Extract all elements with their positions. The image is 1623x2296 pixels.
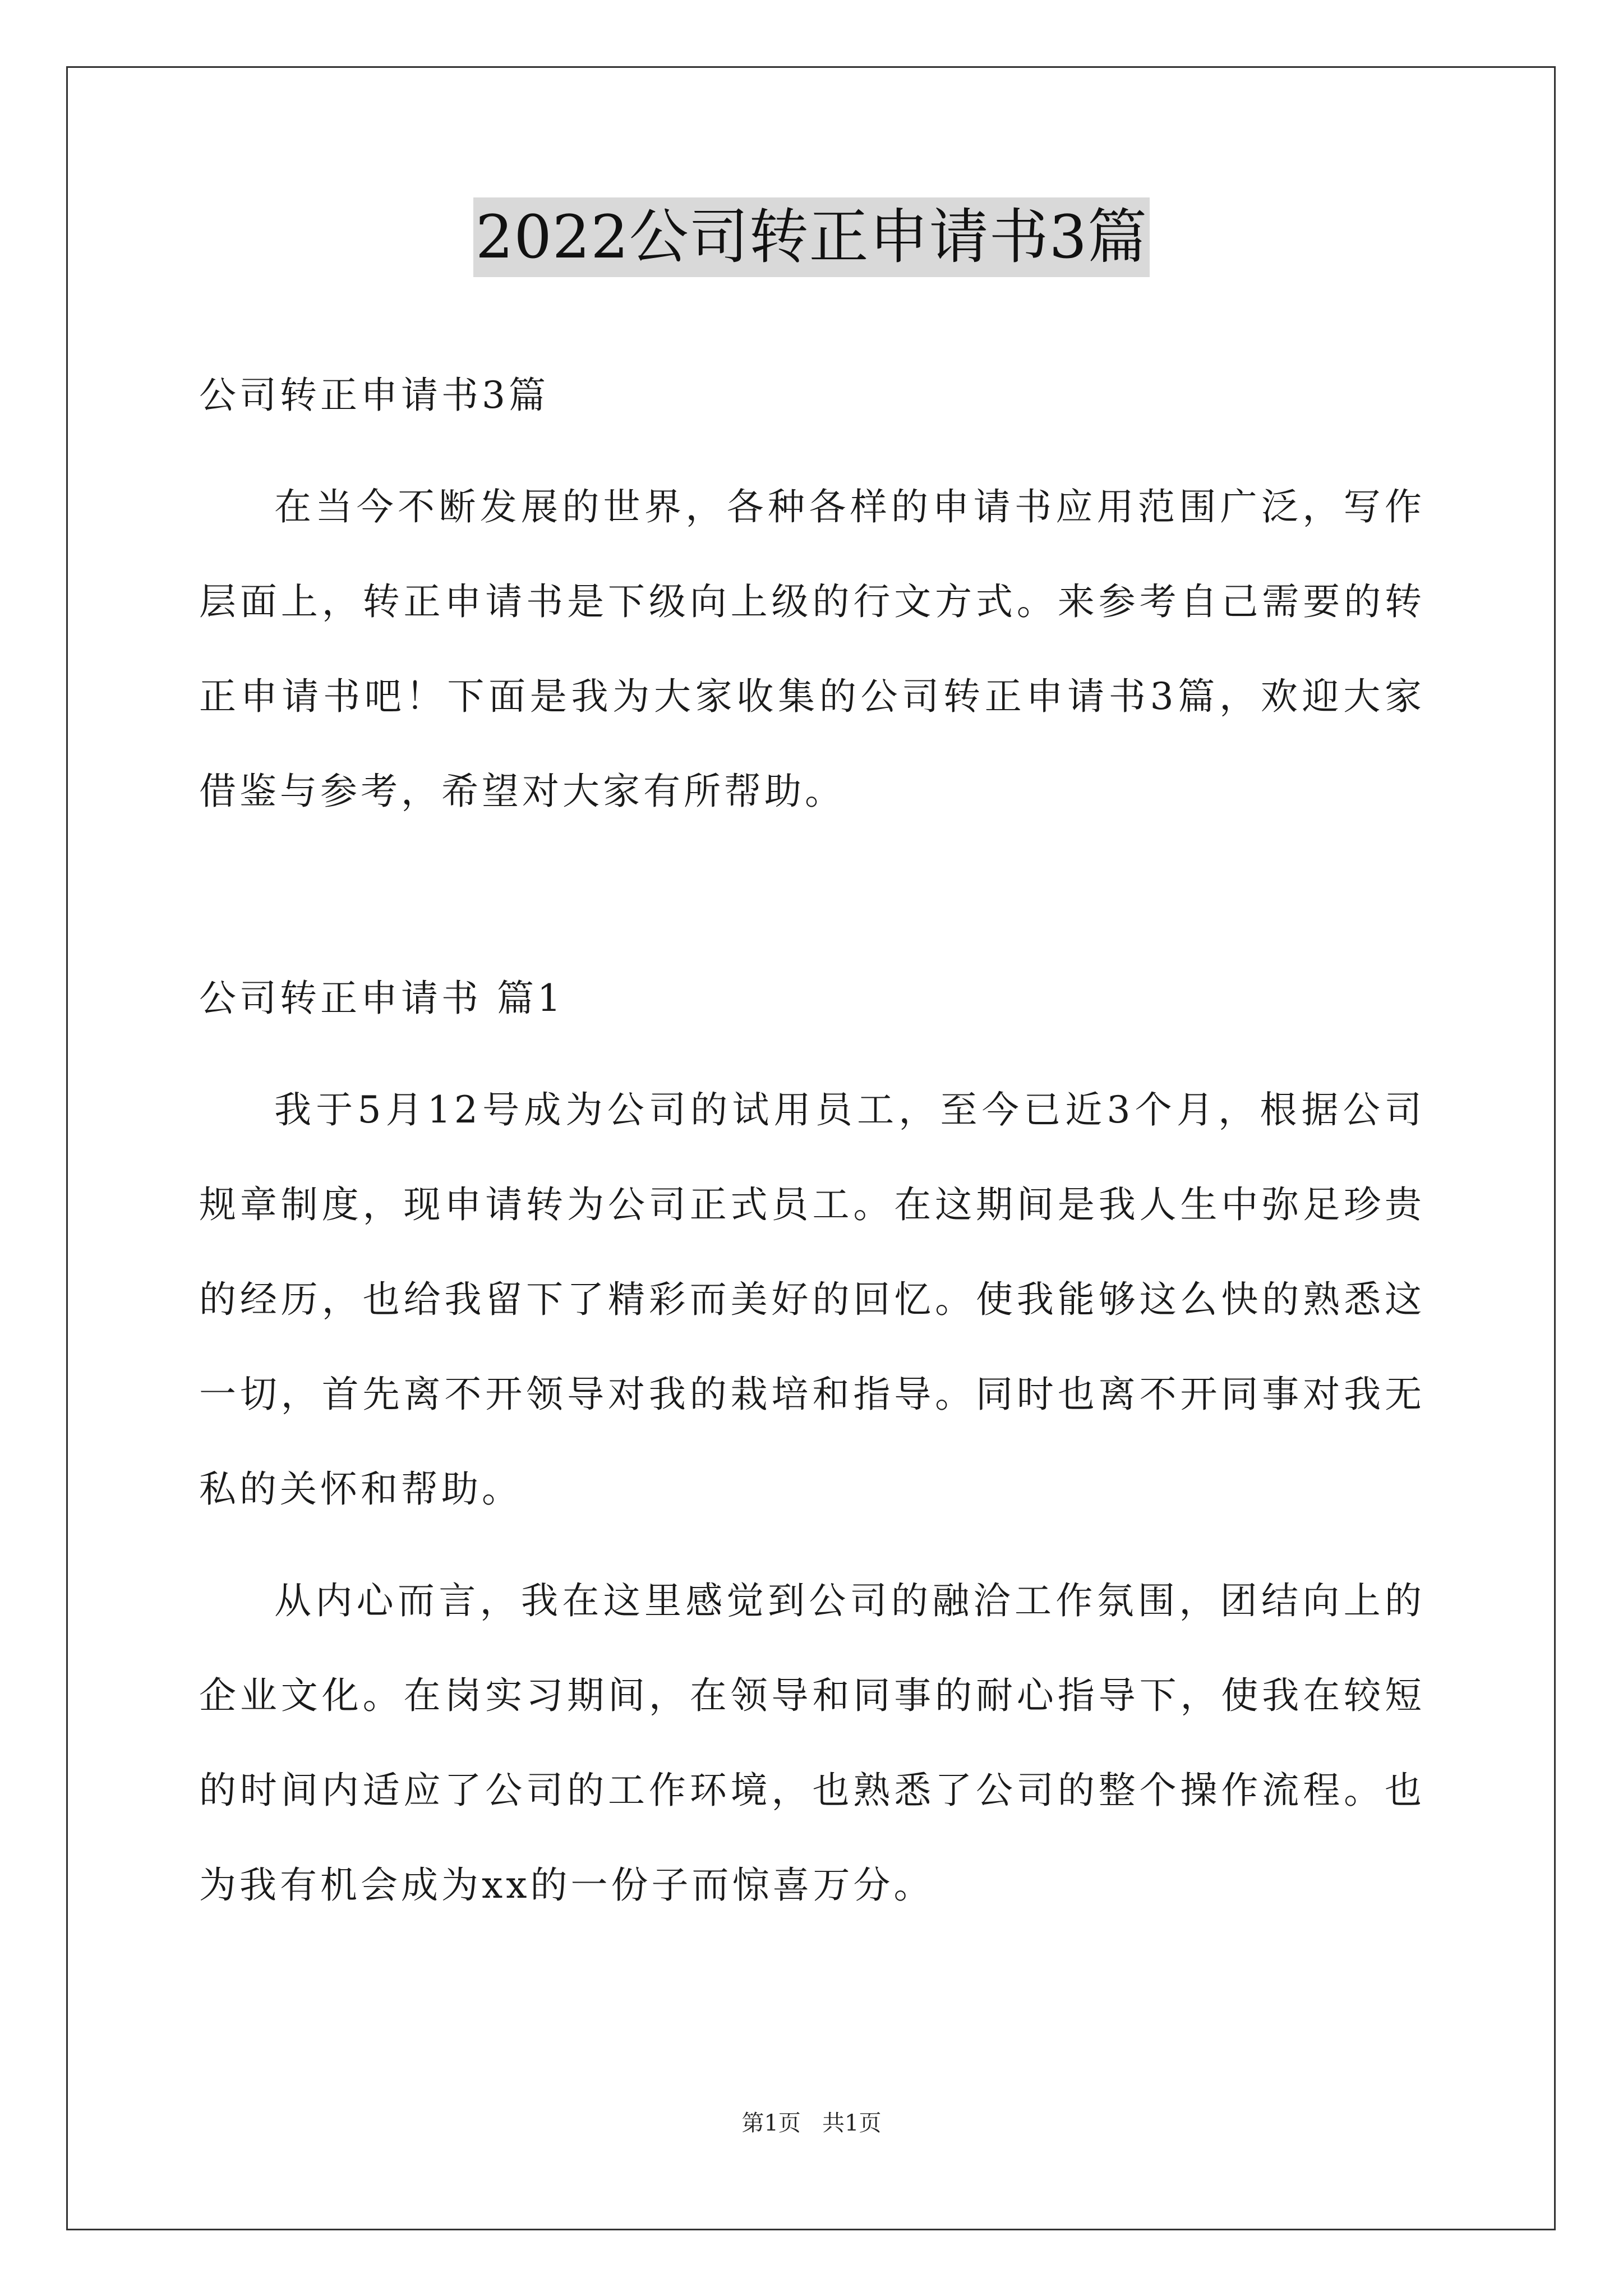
title-container — [0, 197, 1623, 277]
paragraph-2-line-4: 为我有机会成为xx的一份子而惊喜万分。 — [199, 1864, 934, 1907]
paragraph-2-line-3: 的时间内适应了公司的工作环境，也熟悉了公司的整个操作流程。也 — [199, 1769, 1425, 1812]
spacer — [199, 443, 1425, 459]
paragraph-2-line-2: 企业文化。在岗实习期间，在领导和同事的耐心指导下，使我在较短 — [199, 1674, 1425, 1717]
paragraph-2 — [199, 1553, 1425, 1932]
document-title: 2022公司转正申请书3篇 — [473, 197, 1150, 277]
paragraph-1-line-4: 一切，首先离不开领导对我的栽培和指导。同时也离不开同事对我无 — [199, 1373, 1425, 1416]
intro-line-1: 在当今不断发展的世界，各种各样的申请书应用范围广泛，写作 — [274, 485, 1425, 528]
paragraph-1-line-2: 规章制度，现申请转为公司正式员工。在这期间是我人生中弥足珍贵 — [199, 1183, 1425, 1226]
paragraph-1-line-5: 私的关怀和帮助。 — [199, 1467, 522, 1511]
paragraph-1-line-3: 的经历，也给我留下了精彩而美好的回忆。使我能够这么快的熟悉这 — [199, 1278, 1425, 1321]
spacer — [199, 1046, 1425, 1062]
intro-line-3: 正申请书吧！下面是我为大家收集的公司转正申请书3篇，欢迎大家 — [199, 675, 1425, 718]
paragraph-1-line-1: 我于5月12号成为公司的试用员工，至今已近3个月，根据公司 — [274, 1088, 1425, 1131]
paragraph-1 — [199, 1062, 1425, 1536]
intro-line-2: 层面上，转正申请书是下级向上级的行文方式。来参考自己需要的转 — [199, 580, 1425, 623]
page-number: 第1页 共1页 — [741, 2110, 882, 2136]
spacer — [199, 839, 1425, 951]
document-body — [199, 348, 1425, 1932]
document-subtitle: 公司转正申请书3篇 — [199, 374, 549, 417]
intro-paragraph — [199, 459, 1425, 839]
intro-line-4: 借鉴与参考，希望对大家有所帮助。 — [199, 770, 845, 813]
page-footer — [0, 2109, 1623, 2137]
paragraph-2-line-1: 从内心而言，我在这里感觉到公司的融洽工作氛围，团结向上的 — [274, 1579, 1425, 1622]
section-heading: 公司转正申请书 篇1 — [199, 977, 564, 1020]
